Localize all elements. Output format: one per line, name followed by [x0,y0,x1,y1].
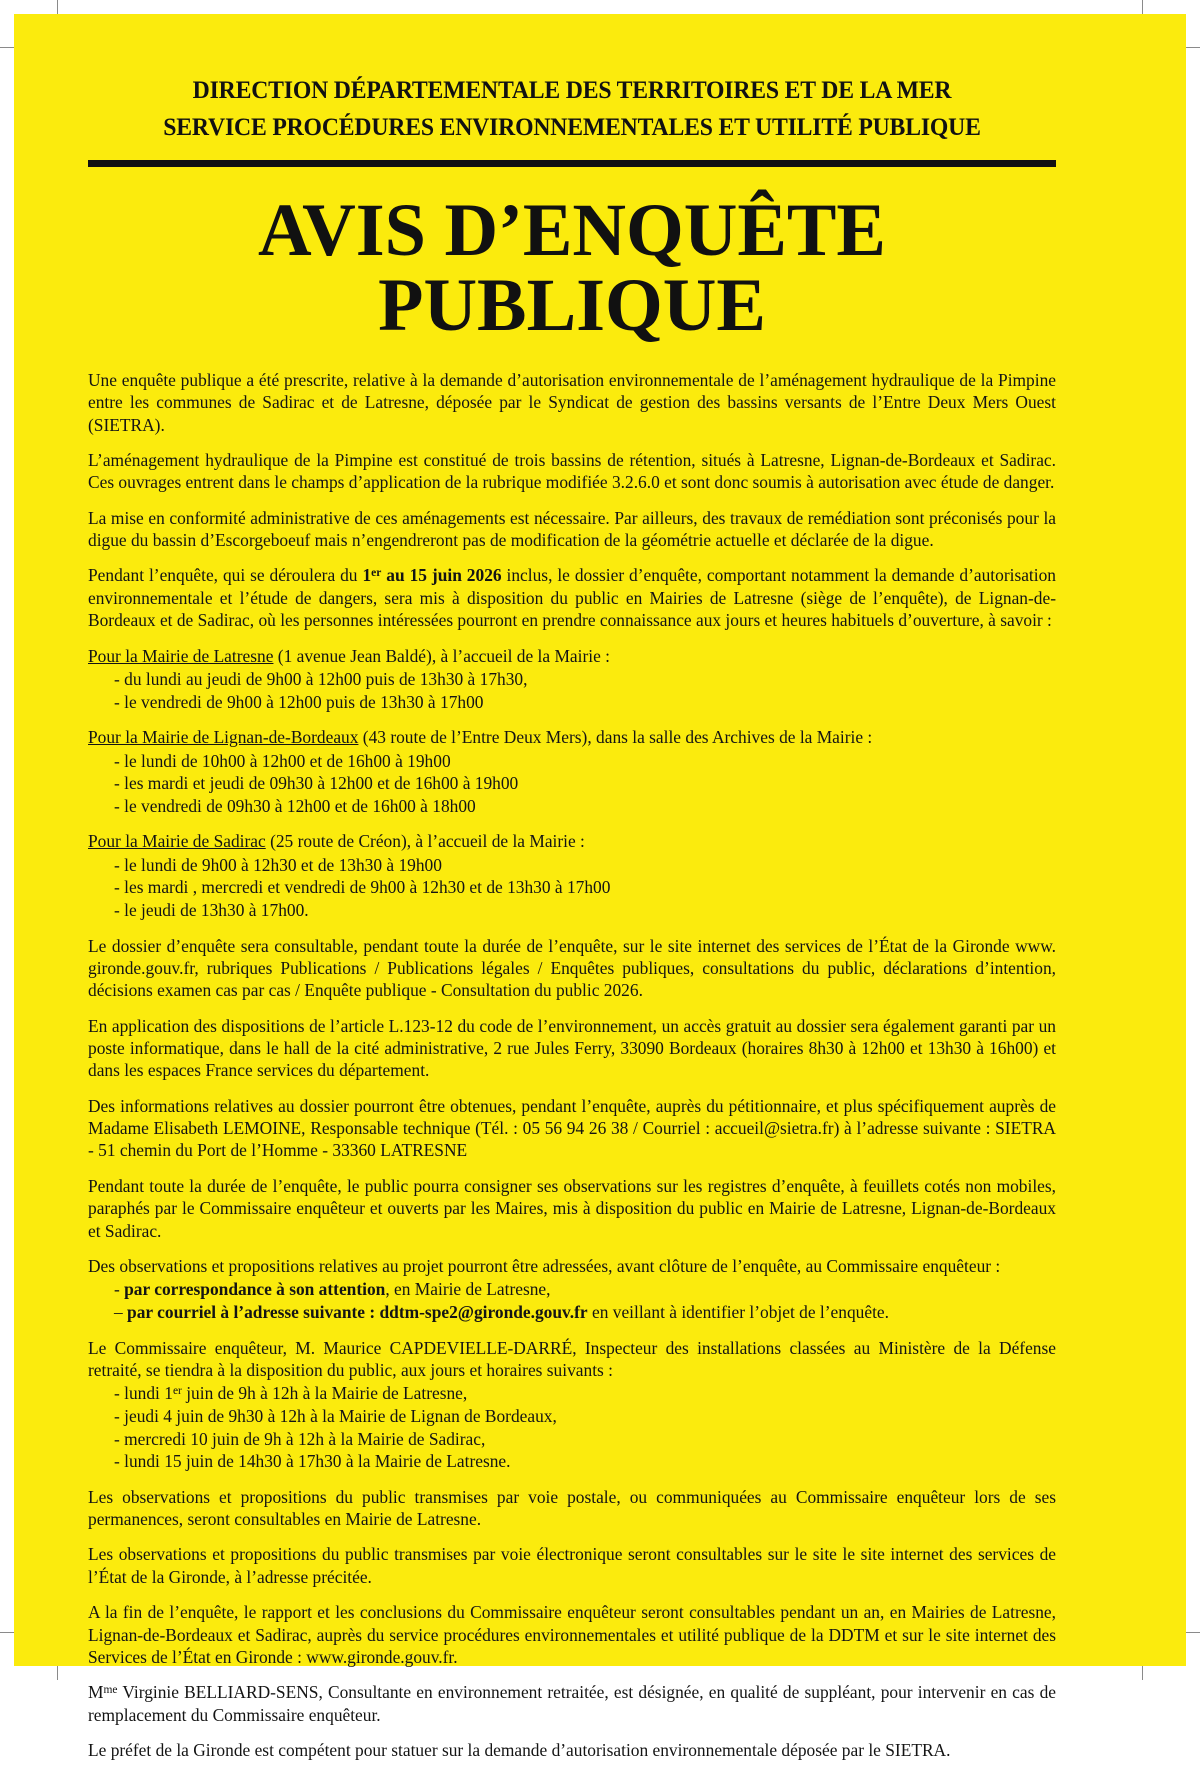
mairie-sadirac-heading: Pour la Mairie de Sadirac (25 route de Créon), à l’accueil de la Mairie : [88,831,585,852]
notice-body [88,369,1056,1761]
mairie-latresne-hours-1: - du lundi au jeudi de 9h00 à 12h00 puis de 13h30 à 17h30, [114,668,528,689]
permanence-item-1: - lundi 1er juin de 9h à 12h à la Mairie de Latresne, [114,1383,468,1404]
header-divider-rule [88,160,1056,167]
page-title: AVIS D’ENQUÊTE PUBLIQUE [258,188,886,347]
paragraph-conformity: La mise en conformité administrative de ces aménagements est nécessaire. Par ailleurs, des travaux de remédiation sont préconisés pour la digue du bassin d’Escorgeboeuf mais n’engendreront pas de modification de la géométrie actuelle et déclarée de la digue. [88,507,1056,551]
mairie-lignan-hours-1: - le lundi de 10h00 à 12h00 et de 16h00 à 19h00 [114,750,451,771]
paragraph-contact-info: Des informations relatives au dossier pourront être obtenues, pendant l’enquête, auprès du pétitionnaire, et plus spécifiquement auprès de Madame Elisabeth LEMOINE, Responsable technique (Tél. : 05 56 94 26 38 / Courriel : accueil@sietra.fr) à l’adresse suivante : SIETRA - 51 chemin du Port de l’Homme - 33360 LATRESNE [88,1095,1056,1161]
paragraph-object: Une enquête publique a été prescrite, relative à la demande d’autorisation environnementale de l’aménagement hydraulique de la Pimpine entre les communes de Sadirac et de Latresne, déposée par le Syndicat de gestion des bassins versants de l’Entre Deux Mers Ouest (SIETRA). [88,369,1056,435]
paragraph-final-report: A la fin de l’enquête, le rapport et les conclusions du Commissaire enquêteur seront consultables pendant un an, en Mairies de Latresne, Lignan-de-Bordeaux et Sadirac, auprès du service procédures environnementales et utilité publique de la DDTM et sur le site internet des Services de l’État en Gironde : www.gironde.gouv.fr. [88,1602,1056,1667]
mairie-latresne-heading: Pour la Mairie de Latresne (1 avenue Jean Baldé), à l’accueil de la Mairie : [88,645,610,666]
paragraph-registers: Pendant toute la durée de l’enquête, le public pourra consigner ses observations sur les registres d’enquête, à feuillets cotés non mobiles, paraphés par le Commissaire enquêteur et ouverts par les Maires, mis à disposition du public en Mairie de Latresne, Lignan-de-Bordeaux et Sadirac. [88,1175,1056,1241]
observation-method-mail: - par correspondance à son attention, en Mairie de Latresne, [114,1279,551,1300]
paragraph-electronic-observations: Les observations et propositions du public transmises par voie électronique seront consultables sur le site le site internet des services de l’État de la Gironde, à l’adresse précitée. [88,1544,1056,1587]
paragraph-commissaire-intro: Le Commissaire enquêteur, M. Maurice CAPDEVIELLE-DARRÉ, Inspecteur des installations classées au Ministère de la Défense retraité, se tiendra à la disposition du public, aux jours et horaires suivants : [88,1337,1056,1380]
permanence-item-2: - jeudi 4 juin de 9h30 à 12h à la Mairie de Lignan de Bordeaux, [114,1405,557,1426]
mairie-lignan-heading: Pour la Mairie de Lignan-de-Bordeaux (43 route de l’Entre Deux Mers), dans la salle des Archives de la Mairie : [88,727,873,748]
mairie-sadirac-hours-2: - les mardi , mercredi et vendredi de 9h00 à 12h30 et de 13h30 à 17h00 [114,877,611,898]
enquiry-period-text-after: inclus, le dossier d’enquête, comportant notamment la demande d’autorisation environnementale et l’étude de dangers, sera mis à disposition du public en Mairies de Latresne (siège de l’enquête), de Lignan-de-Bordeaux et de Sadirac, où les personnes intéressées pourront en prendre connaissance aux jours et heures habituels d’ouverture, à savoir : [88,565,1056,631]
yellow-poster-sheet [14,14,1186,1760]
department-header-line-1: DIRECTION DÉPARTEMENTALE DES TERRITOIRES ET DE LA MER [192,75,952,104]
mairie-lignan-hours-2: - les mardi et jeudi de 09h30 à 12h00 et de 16h00 à 19h00 [114,773,519,794]
paragraph-substitute: $M^{me}$ Virginie BELLIARD-SENS, Consultante en environnement retraitée, est désignée, en qualité de suppléant, pour intervenir en cas de remplacement du Commissaire enquêteur. [88,1682,1056,1725]
permanence-item-3: - mercredi 10 juin de 9h à 12h à la Mairie de Sadirac, [114,1428,486,1449]
department-header [122,14,1022,146]
poster-content [88,14,1056,1774]
mairie-sadirac-hours-3: - le jeudi de 13h30 à 17h00. [114,899,309,920]
paragraph-observations-intro: Des observations et propositions relatives au projet pourront être adressées, avant clôture de l’enquête, au Commissaire enquêteur : [88,1255,1001,1276]
paragraph-free-access: En application des dispositions de l’article L.123-12 du code de l’environnement, un accès gratuit au dossier sera également garanti par un poste informatique, dans le hall de la cité administrative, 2 rue Jules Ferry, 33090 Bordeaux (horaires 8h30 à 12h00 et 13h30 à 16h00) et dans les espaces France services du département. [88,1015,1056,1081]
paragraph-online-dossier: Le dossier d’enquête sera consultable, pendant toute la durée de l’enquête, sur le site internet des services de l’État de la Gironde www. gironde.gouv.fr, rubriques Publications / Publications légales / Enquêtes publiques, consultations du public, déclarations d’intention, décisions examen cas par cas / Enquête publique - Consultation du public 2026. [88,935,1056,1001]
paragraph-prefect: Le préfet de la Gironde est compétent pour statuer sur la demande d’autorisation environnementale déposée par le SIETRA. [88,1739,951,1760]
mairie-sadirac-hours-1: - le lundi de 9h00 à 12h30 et de 13h30 à 19h00 [114,854,442,875]
observation-method-email: – par courriel à l’adresse suivante : ddtm-spe2@gironde.gouv.fr en veillant à identifier l’objet de l’enquête. [114,1301,889,1322]
enquiry-period-dates: 1er au 15 juin 2026 [362,565,502,586]
paragraph-description: L’aménagement hydraulique de la Pimpine est constitué de trois bassins de rétention, situés à Latresne, Lignan-de-Bordeaux et Sadirac. Ces ouvrages entrent dans le champs d’application de la rubrique modifiée 3.2.6.0 et sont donc soumis à autorisation avec étude de danger. [88,450,1056,493]
mairie-latresne-hours-2: - le vendredi de 9h00 à 12h00 puis de 13h30 à 17h00 [114,691,484,712]
paragraph-postal-observations: Les observations et propositions du public transmises par voie postale, ou communiquées au Commissaire enquêteur lors de ses permanences, seront consultables en Mairie de Latresne. [88,1486,1056,1530]
mairie-lignan-hours-3: - le vendredi de 09h30 à 12h00 et de 16h00 à 18h00 [114,795,476,816]
paragraph-enquiry-period [88,564,1056,631]
permanence-item-4: - lundi 15 juin de 14h30 à 17h30 à la Mairie de Latresne. [114,1451,511,1472]
department-header-line-2: SERVICE PROCÉDURES ENVIRONNEMENTALES ET UTILITÉ PUBLIQUE [163,111,981,141]
enquiry-period-text-before: Pendant l’enquête, qui se déroulera du [88,565,363,586]
